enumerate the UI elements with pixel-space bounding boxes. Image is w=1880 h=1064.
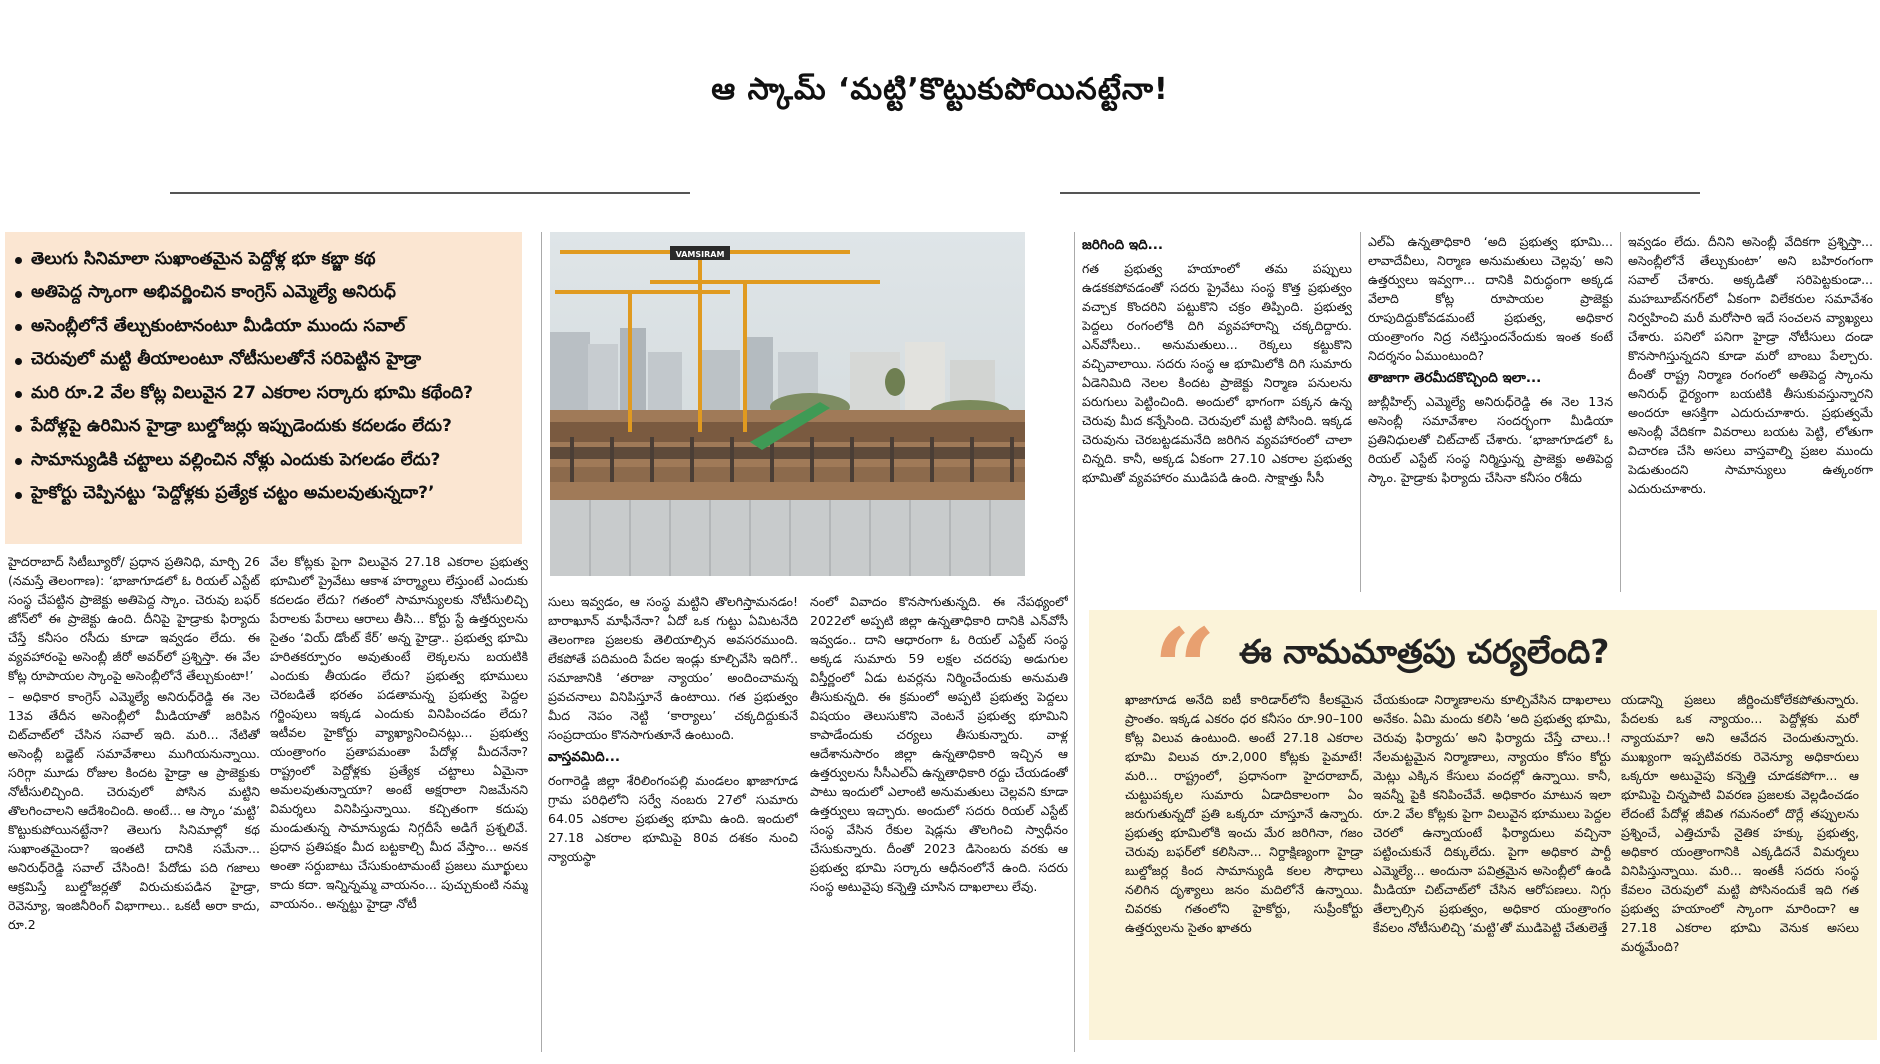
bullet-dot-icon [15, 425, 22, 432]
column-divider [1360, 232, 1361, 592]
column-divider [1074, 232, 1075, 1052]
column-divider [541, 232, 542, 1052]
bullet-item: అసెంబ్లీలోనే తేల్చుకుంటానంటూ మీడియా ముందు సవాల్ [15, 311, 516, 345]
article-paragraph: ఎల్‌ఏ ఉన్నతాధికారి ‘అది ప్రభుత్వ భూమి... లావాదేవీలు, నిర్మాణ అనుమతులు చెల్లవు’ అని ఉత్తర్వులు ఇవ్వగా... దానికి విరుద్ధంగా అక్కడ వేలాది కోట్ల రూపాయల ప్రాజెక్టు రూపుదిద్దుకోవడమంటే ప్రభుత్వ, అధికార యంత్రాంగం నిద్ర నటిస్తుందనేందుకు ఇంత కంటే నిదర్శనం ఏముంటుంది? [1368, 234, 1613, 363]
quote-paragraph: చేయకుండా నిర్మాణాలను కూల్చివేసిన దాఖలాలు అనేకం. ఏమి మందు కలిసి ‘అది ప్రభుత్వ భూమి, చెరువు ఫిర్యాదు’ అని ఫిర్యాదు చేస్తే చాలు..! నేలమట్టమైన నిర్మాణాలు, న్యాయం కోసం కోర్టు మెట్లు ఎక్కిన కేసులు వందల్లో ఉన్నాయి. కానీ, ఇవన్నీ పైకి కనిపించేవే. అధికారం మాటున ఇలా రూ.2 వేల కోట్లకు పైగా విలువైన భూములు పెద్దల చెరలో ఉన్నాయంటే ఫిర్యాదులు వచ్చినా పట్టించుకునే దిక్కులేదు. పైగా అధికార పార్టీ ఎమ్మెల్యే... అందునా పవిత్రమైన అసెంబ్లీలో ఉండి మీడియా చిట్‌చాట్‌లో చేసిన ఆరోపణలు. నిగ్గు తేల్చాల్సిన ప్రభుత్వం, అధికార యంత్రాంగం కేవలం నోటీసులిచ్చి ‘మట్టి’తో ముడిపెట్టి చేతులెత్తే [1373, 692, 1611, 935]
quote-box [1089, 604, 1877, 1040]
article-paragraph: గత ప్రభుత్వ హయాంలో తమ పప్పులు ఉడకకపోవడంతో సదరు ప్రైవేటు సంస్థ కొత్త ప్రభుత్వం వచ్చాక కొందరిని పట్టుకొని చక్రం తిప్పింది. ప్రభుత్వ పెద్దలు రంగంలోకి దిగి వ్యవహారాన్ని చక్కదిద్దారు. ఎన్‌వోసీలు.. అనుమతులు... రెక్కలు కట్టుకొని వచ్చివాలాయి. సదరు సంస్థ ఆ భూమిలోకి దిగి సుమారు ఏడెనిమిది నెలల కిందట ప్రాజెక్టు నిర్మాణ పనులను పరుగులు పెట్టించింది. అందులో భాగంగా పక్కన ఉన్న చెరువు మీద కన్నేసింది. చెరువులో మట్టి పోసింది. ఇక్కడ చెరువును చెరబట్టడమనేది జరిగిన వ్యవహారంలో చాలా చిన్నది. కానీ, అక్కడ ఏకంగా 27.10 ఎకరాల ప్రభుత్వ భూమితో వ్యవహారం ముడిపడి ఉంది. సాక్షాత్తు సీసీ [1082, 261, 1352, 485]
section-subhead: జరిగింది ఇది... [1082, 237, 1164, 253]
section-subhead: వాస్తవమిది... [548, 749, 621, 765]
quote-column-2 [1373, 690, 1611, 1035]
article-column-1 [8, 552, 260, 1032]
article-paragraph: ఇవ్వడం లేదు. దీనిని అసెంబ్లీ వేదికగా ప్రశ్నిస్తా... అసెంబ్లీలోనే తేల్చుకుంటా’ అని బహిరంగంగా సవాల్ చేశారు. అక్కడితో సరిపెట్టకుండా... మహబూబ్‌నగర్‌లో ఏకంగా విలేకరుల సమావేశం నిర్వహించి మరీ మరోసారి ఇదే సంచలన వ్యాఖ్యలు చేశారు. పనిలో పనిగా హైడ్రా నోటీసులు దండా కొనసాగిస్తున్నదని కూడా మరో బాంబు పేల్చారు. దీంతో రాష్ట్ర నిర్మాణ రంగంలో అతిపెద్ద స్కాంను అనిరుధ్ ధైర్యంగా బయటికి తీసుకువస్తున్నారని అందరూ ఆసక్తిగా ఎదురుచూశారు. ప్రభుత్వమే అసెంబ్లీ వేదికగా వివరాలు బయట పెట్టి, లోతుగా విచారణ చేసి అసలు వాస్తవాల్ని ప్రజల ముందు పెడుతుందని సామాన్యులు ఉత్కంఠగా ఎదురుచూశారు. [1628, 234, 1873, 496]
quote-paragraph: యడాన్ని ప్రజలు జీర్ణించుకోలేకపోతున్నారు. పేదలకు ఒక న్యాయం... పెద్దోళ్లకు మరో న్యాయమా? అని ఆవేదన చెందుతున్నారు. ముఖ్యంగా ఇప్పటివరకు రెవెన్యూ అధికారులు ఒక్కరూ అటువైపు కన్నెత్తి చూడకపోగా... ఆ భూమిపై చిన్నపాటి వివరణ ప్రజలకు వెల్లడించడం లేదంటే పేదోళ్ల జీవిత గమనంలో దొర్లే తప్పులను ప్రశ్నించే, ఎత్తిచూపే నైతిక హక్కు ప్రభుత్వ, అధికార యంత్రాంగానికి ఎక్కడిదనే విమర్శలు వినిపిస్తున్నాయి. మరి... ఇంతకీ సదరు సంస్థ కేవలం చెరువులో మట్టి పోసినందుకే ఇది గత ప్రభుత్వ హయాంలో స్కాంగా మారిందా? ఆ 27.18 ఎకరాల భూమి వెనుక అసలు మర్మమేంది? [1621, 692, 1859, 954]
section-subhead: తాజాగా తెరమీదకొచ్చింది ఇలా... [1368, 370, 1542, 386]
article-column-4 [810, 592, 1068, 1032]
bullet-dot-icon [15, 492, 22, 499]
quote-paragraph: ఖాజాగూడ అనేది ఐటీ కారిడార్‌లోని కీలకమైన ప్రాంతం. ఇక్కడ ఎకరం ధర కనీసం రూ.90–100 కోట్ల విలువ ఉంటుంది. అంటే 27.18 ఎకరాల భూమి విలువ రూ.2,000 కోట్లకు పైమాటే! మరి... రాష్ట్రంలో, ప్రధానంగా హైదరాబాద్, చుట్టుపక్కల సుమారు ఏడాదికాలంగా ఏం జరుగుతున్నదో ప్రతి ఒక్కరూ చూస్తూనే ఉన్నారు. ప్రభుత్వ భూమిలోకి ఇంచు మేర జరిగినా, గజం చెరువు బఫర్‌లో కలిసినా... నిర్దాక్షిణ్యంగా హైడ్రా బుల్డోజర్ల కింద సామాన్యుడి కలల సౌధాలు నలిగిన దృశ్యాలు జనం మదిలోనే ఉన్నాయి. చివరకు గతంలోని హైకోర్టు, సుప్రీంకోర్టు ఉత్తర్వులను సైతం ఖాతరు [1125, 692, 1363, 935]
headline-rule-right [1060, 192, 1700, 194]
bullet-dot-icon [15, 324, 22, 331]
bullet-item: హైకోర్టు చెప్పినట్టు ‘పెద్దోళ్లకు ప్రత్యేక చట్టం అమలవుతున్నదా?’ [15, 479, 516, 513]
bullet-dot-icon [15, 358, 22, 365]
bullet-dot-icon [15, 458, 22, 465]
headline-rule-left [170, 192, 690, 194]
quote-column-1 [1125, 690, 1363, 1035]
bullet-dot-icon [15, 291, 22, 298]
article-paragraph: సులు ఇవ్వడం, ఆ సంస్థ మట్టిని తొలగిస్తామనడం! బారాఖూన్ మాఫీనేనా? ఏదో ఒక గుట్టు ఏమిటనేది తెలంగాణ ప్రజలకు తెలియాల్సిన అవసరముంది. లేకపోతే పదిమంది పేదల ఇండ్లు కూల్చివేసి ఇదిగో.. సమాజానికి ‘తరాజు న్యాయం’ అందించామన్న ప్రవచనాలు వినిపిస్తూనే ఉంటాయి. గత ప్రభుత్వం మీద నెపం నెట్టి ‘కార్యాలు’ చక్కదిద్దుకునే సంప్రదాయం కొనసాగుతూనే ఉంటుంది. [548, 594, 798, 742]
article-paragraph: నంలో వివాదం కొనసాగుతున్నది. ఈ నేపథ్యంలో 2022లో అప్పటి జిల్లా ఉన్నతాధికారి దానికి ఎన్‌వోసీ ఇవ్వడం.. దాని ఆధారంగా ఓ రియల్ ఎస్టేట్ సంస్థ అక్కడ సుమారు 59 లక్షల చదరపు అడుగుల విస్తీర్ణంలో ఏడు టవర్లను నిర్మించేందుకు అనుమతి తీసుకున్నది. ఈ క్రమంలో అప్పటి ప్రభుత్వ పెద్దలు విషయం తెలుసుకొని వెంటనే ప్రభుత్వ భూమిని కాపాడేందుకు చర్యలు తీసుకున్నారు. వాళ్ల ఆదేశానుసారం జిల్లా ఉన్నతాధికారి ఇచ్చిన ఆ ఉత్తర్వులను సీసీఎల్‌ఏ ఉన్నతాధికారి రద్దు చేయడంతో పాటు ఇందులో ఎలాంటి అనుమతులు చెల్లవని కూడా ఉత్తర్వులు ఇచ్చారు. అందులో సదరు రియల్ ఎస్టేట్ సంస్థ వేసిన రేకుల షెడ్లను తొలగించి స్వాధీనం చేసుకున్నారు. దీంతో 2023 డిసెంబరు వరకు ఆ ప్రభుత్వ భూమి సర్కారు ఆధీనంలోనే ఉంది. సదరు సంస్థ అటువైపు కన్నెత్తి చూసిన దాఖలాలు లేవు. [810, 594, 1068, 894]
article-paragraph: జుబ్లీహిల్స్ ఎమ్మెల్యే అనిరుధ్‌రెడ్డి ఈ నెల 13న అసెంబ్లీ సమావేశాల సందర్భంగా మీడియా ప్రతినిధులతో చిట్‌చాట్ చేశారు. ‘భాజాగూడలో ఓ రియల్ ఎస్టేట్ సంస్థ నిర్మిస్తున్న ప్రాజెక్టు అతిపెద్ద స్కాం. హైడ్రాకు ఫిర్యాదు చేసినా కనీసం రశీదు [1368, 394, 1613, 485]
bullet-item: అతిపెద్ద స్కాంగా అభివర్ణించిన కాంగ్రెస్ ఎమ్మెల్యే అనిరుధ్ [15, 278, 516, 312]
bullet-dot-icon [15, 391, 22, 398]
column-divider [1620, 232, 1621, 592]
bullet-item: తెలుగు సినిమాలా సుఖాంతమైన పెద్దోళ్ల భూ కబ్జా కథ [15, 244, 516, 278]
article-paragraph: రంగారెడ్డి జిల్లా శేరిలింగంపల్లి మండలం ఖాజాగూడ గ్రామ పరిధిలోని సర్వే నంబరు 27లో సుమారు 64.05 ఎకరాల ప్రభుత్వ భూమి ఉంది. ఇందులో 27.18 ఎకరాల భూమిపై 80వ దశకం నుంచి న్యాయస్థా [548, 773, 798, 864]
article-column-5 [1082, 232, 1352, 597]
article-column-7 [1628, 232, 1873, 597]
article-column-2 [270, 552, 528, 1032]
article-column-3 [548, 592, 798, 1032]
quote-mark-icon: “ [1153, 604, 1217, 733]
quote-column-3 [1621, 690, 1859, 1035]
article-paragraph: హైదరాబాద్ సిటీబ్యూరో/ ప్రధాన ప్రతినిధి, మార్చి 26 (నమస్తే తెలంగాణ): ‘భాజాగూడలో ఓ రియల్ ఎస్టేట్ సంస్థ చేపట్టిన ప్రాజెక్టు అతిపెద్ద స్కాం. చెరువు బఫర్ జోన్‌లో ఈ ప్రాజెక్టు ఉంది. దీనిపై హైడ్రాకు ఫిర్యాదు చేస్తే కనీసం రసీదు కూడా ఇవ్వడం లేదు. ఈ వ్యవహారంపై అసెంబ్లీ జీరో అవర్‌లో ప్రశ్నిస్తా. ఈ వేల కోట్ల రూపాయల స్కాంపై అసెంబ్లీలోనే తేల్చుకుంటా!’ [8, 554, 260, 683]
bullet-item: పేదోళ్లపై ఉరిమిన హైడ్రా బుల్డోజర్లు ఇప్పుడెందుకు కదలడం లేదు? [15, 412, 516, 446]
bullet-box [5, 232, 522, 544]
crane-label: VAMSIRAM [675, 250, 725, 259]
article-paragraph: వేల కోట్లకు పైగా విలువైన 27.18 ఎకరాల ప్రభుత్వ భూమిలో ప్రైవేటు ఆకాశ హర్మ్యాలు లేస్తుంటే ఎందుకు కదలడం లేదు? గతంలో సామాన్యులకు నోటీసులిచ్చి పేరాలకు పేరాలు ఆరాలు తీసి... కోర్టు స్టే ఉత్తర్వులను సైతం ‘వియ్ డోంట్ కేర్’ అన్న హైడ్రా.. ప్రభుత్వ భూమి హరితకర్పూరం అవుతుంటే లెక్కలను బయటికి ఎందుకు తీయడం లేదు? ప్రభుత్వ భూములు చెరబడితే భరతం పడతామన్న ప్రభుత్వ పెద్దల గర్జింపులు ఇక్కడ ఎందుకు వినిపించడం లేదు? ఇటీవల హైకోర్టు వ్యాఖ్యానించినట్లు... ప్రభుత్వ యంత్రాంగం ప్రతాపమంతా పేదోళ్ల మీదనేనా? రాష్ట్రంలో పెద్దోళ్లకు ప్రత్యేక చట్టాలు ఏమైనా అమలవుతున్నాయా? అంటే అక్షరాలా నిజమేనని విమర్శలు వినిపిస్తున్నాయి. కచ్చితంగా కదుపు మండుతున్న సామాన్యుడు నిగ్గదీసే అడిగే ప్రశ్నలివే. ప్రధాన ప్రతిపక్షం మీద బట్టకాల్చి మీద వేస్తాం... అనక అంతా సర్దుబాటు చేసుకుంటామంటే ప్రజలు మూర్ఖులు కాదు కదా. ఇన్నిన్నమ్మ వాయనం... పుచ్చుకుంటి నమ్మ వాయనం.. అన్నట్టు హైడ్రా నోటీ [270, 554, 528, 911]
headline: ఆ స్కామ్ ‘మట్టి’కొట్టుకుపోయినట్టేనా! [711, 72, 1169, 107]
article-paragraph: – అధికార కాంగ్రెస్ ఎమ్మెల్యే అనిరుధ్‌రెడ్డి ఈ నెల 13వ తేదీన అసెంబ్లీలో మీడియాతో జరిపిన చిట్‌చాట్‌లో చేసిన సవాల్ ఇది. మరి... నేటితో అసెంబ్లీ బడ్జెట్ సమావేశాలు ముగియనున్నాయి. సరిగ్గా మూడు రోజుల కిందట హైడ్రా ఆ ప్రాజెక్టుకు నోటీసులిచ్చింది. చెరువులో పోసిన మట్టిని తొలగించాలని ఆదేశించింది. అంటే... ఆ స్కాం ‘మట్టి’ కొట్టుకుపోయినట్టేనా? తెలుగు సినిమాల్లో కథ సుఖాంతమైందా? ఇంతటి దానికి సమేనా... అనిరుధ్‌రెడ్డి సవాల్ చేసింది! పేదోడు పది గజాలు ఆక్రమిస్తే బుల్డోజర్లతో విరుచుకుపడిన హైడ్రా, రెవెన్యూ, ఇంజినీరింగ్ విభాగాలు.. ఒకటీ అరా కాదు, రూ.2 [8, 689, 260, 932]
quote-title: ఈ నామమాత్రపు చర్యలేంది? [1239, 632, 1610, 671]
article-column-6 [1368, 232, 1613, 597]
bullet-dot-icon [15, 257, 22, 264]
construction-photo [550, 232, 1025, 576]
bullet-item: మరి రూ.2 వేల కోట్ల విలువైన 27 ఎకరాల సర్కారు భూమి కథేంది? [15, 378, 516, 412]
bullet-item: సామాన్యుడికి చట్టాలు వల్లించిన నోళ్లు ఎందుకు పెగలడం లేదు? [15, 445, 516, 479]
bullet-item: చెరువులో మట్టి తీయాలంటూ నోటీసులతోనే సరిపెట్టిన హైడ్రా [15, 345, 516, 379]
